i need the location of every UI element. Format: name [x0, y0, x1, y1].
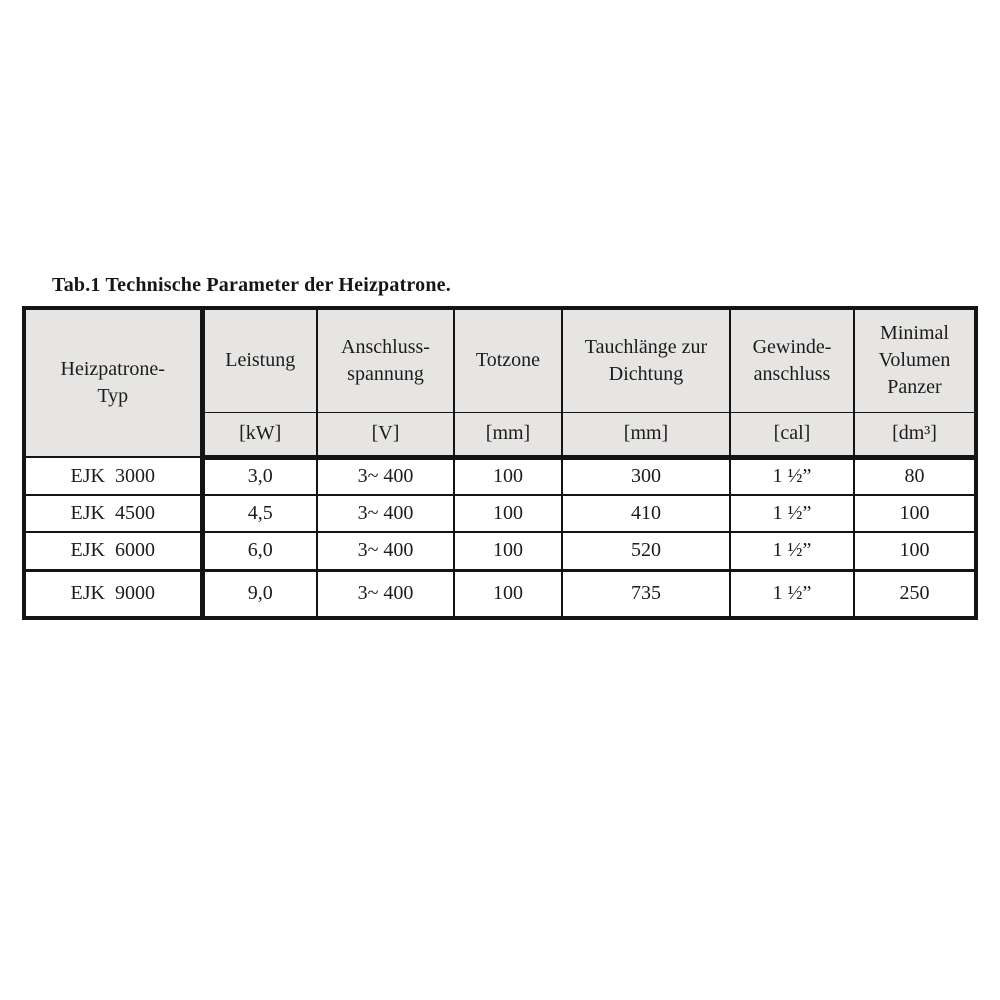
header-leistung — [202, 308, 317, 412]
cell-typ: EJK 6000 — [24, 532, 202, 570]
cell-spannung: 3~ 400 — [317, 495, 454, 532]
unit-kw: [kW] — [202, 412, 317, 457]
header-totzone — [454, 308, 562, 412]
cell-spannung: 3~ 400 — [317, 457, 454, 495]
cell-spannung: 3~ 400 — [317, 532, 454, 570]
header-gewindeanschluss — [730, 308, 854, 412]
header-minimal-volumen — [854, 308, 976, 412]
cell-typ: EJK 9000 — [24, 570, 202, 618]
header-name-row — [24, 308, 976, 412]
cell-leistung: 3,0 — [202, 457, 317, 495]
header-line: Tauchlänge zur — [584, 335, 708, 358]
cell-gewinde: 1 ½” — [730, 495, 854, 532]
header-line: Volumen — [878, 349, 951, 372]
cell-totzone: 100 — [454, 570, 562, 618]
header-line: Dichtung — [608, 362, 684, 385]
table-row-ejk-4500 — [24, 495, 976, 532]
cell-volumen: 250 — [854, 570, 976, 618]
header-line: Anschluss- — [341, 335, 430, 358]
header-line: spannung — [347, 362, 424, 385]
cell-gewinde: 1 ½” — [730, 532, 854, 570]
cell-tauchlaenge: 735 — [562, 570, 730, 618]
unit-v: [V] — [317, 412, 454, 457]
table-row-ejk-3000 — [24, 457, 976, 495]
header-line: Gewinde- — [752, 335, 832, 358]
cell-gewinde: 1 ½” — [730, 570, 854, 618]
cell-volumen: 80 — [854, 457, 976, 495]
header-anschlussspannung — [317, 308, 454, 412]
header-line: Totzone — [475, 349, 541, 372]
unit-cal: [cal] — [730, 412, 854, 457]
cell-tauchlaenge: 300 — [562, 457, 730, 495]
unit-mm-tauchlaenge: [mm] — [562, 412, 730, 457]
unit-mm-totzone: [mm] — [454, 412, 562, 457]
cell-totzone: 100 — [454, 495, 562, 532]
heizpatrone-parameters-table — [22, 306, 978, 620]
cell-leistung: 6,0 — [202, 532, 317, 570]
cell-spannung: 3~ 400 — [317, 570, 454, 618]
cell-volumen: 100 — [854, 532, 976, 570]
cell-leistung: 9,0 — [202, 570, 317, 618]
unit-dm3: [dm³] — [854, 412, 976, 457]
header-line: Panzer — [887, 376, 942, 399]
cell-totzone: 100 — [454, 457, 562, 495]
header-line: Leistung — [225, 349, 296, 372]
header-line: anschluss — [753, 362, 831, 385]
cell-volumen: 100 — [854, 495, 976, 532]
cell-totzone: 100 — [454, 532, 562, 570]
header-tauchlaenge — [562, 308, 730, 412]
table-row-ejk-9000 — [24, 570, 976, 618]
cell-tauchlaenge: 520 — [562, 532, 730, 570]
table-caption: Tab.1 Technische Parameter der Heizpatrone. — [52, 274, 451, 296]
cell-tauchlaenge: 410 — [562, 495, 730, 532]
header-line: Typ — [97, 385, 129, 407]
header-line: Minimal — [880, 322, 949, 345]
cell-gewinde: 1 ½” — [730, 457, 854, 495]
cell-typ: EJK 3000 — [24, 457, 202, 495]
header-heizpatrone-typ — [24, 308, 202, 457]
cell-typ: EJK 4500 — [24, 495, 202, 532]
header-line: Heizpatrone- — [60, 358, 165, 380]
cell-leistung: 4,5 — [202, 495, 317, 532]
table-row-ejk-6000 — [24, 532, 976, 570]
